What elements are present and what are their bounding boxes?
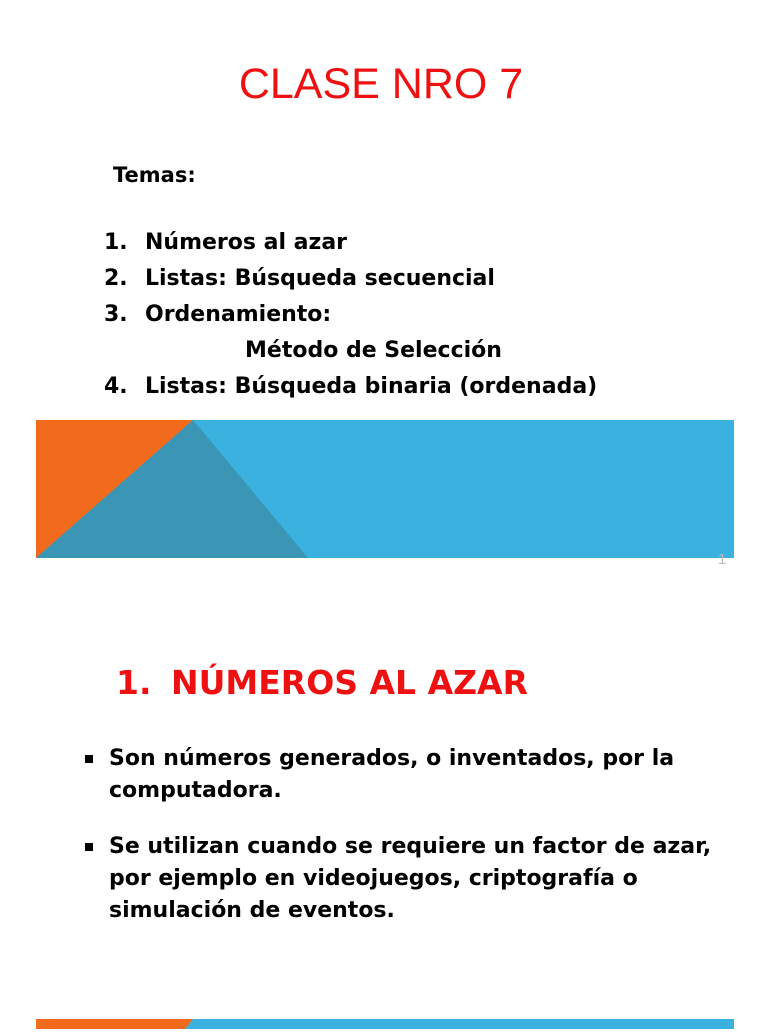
bullet-text: Se utilizan cuando se requiere un factor de azar, por ejemplo en videojuegos, criptografía o simulación de eventos. [109, 834, 712, 923]
square-bullet-icon [85, 755, 93, 763]
topics-label: Temas: [113, 163, 196, 187]
decorative-banner-bottom [36, 1014, 734, 1024]
topic-subitem [104, 333, 597, 369]
topic-number: 1. [104, 230, 128, 255]
section-number: 1. [116, 663, 152, 702]
square-bullet-icon [85, 843, 93, 851]
topic-text: Números al azar [145, 230, 348, 255]
bullet-item [82, 743, 722, 807]
topic-item [104, 261, 597, 297]
decorative-banner [36, 420, 734, 558]
topic-list [104, 225, 597, 405]
topic-item [104, 297, 597, 333]
topic-number: 4. [104, 374, 128, 399]
banner-graphic [36, 420, 734, 558]
topic-number: 2. [104, 266, 128, 291]
bullet-list [82, 743, 722, 951]
topic-subtext: Método de Selección [245, 338, 502, 363]
topic-item [104, 225, 597, 261]
bullet-item [82, 831, 722, 927]
topic-item [104, 369, 597, 405]
topic-text: Listas: Búsqueda secuencial [145, 266, 495, 291]
topic-text: Listas: Búsqueda binaria (ordenada) [145, 374, 598, 399]
slide-title: CLASE NRO 7 [238, 60, 524, 108]
banner-bottom-orange-shape [36, 1019, 193, 1029]
bullet-text: Son números generados, o inventados, por la computadora. [109, 746, 675, 803]
page-number: 1 [718, 551, 727, 568]
topic-number: 3. [104, 302, 128, 327]
banner-bottom-graphic [36, 1019, 734, 1029]
topic-text: Ordenamiento: [145, 302, 332, 327]
section-title-text: NÚMEROS AL AZAR [171, 663, 528, 702]
section-title [116, 659, 528, 707]
